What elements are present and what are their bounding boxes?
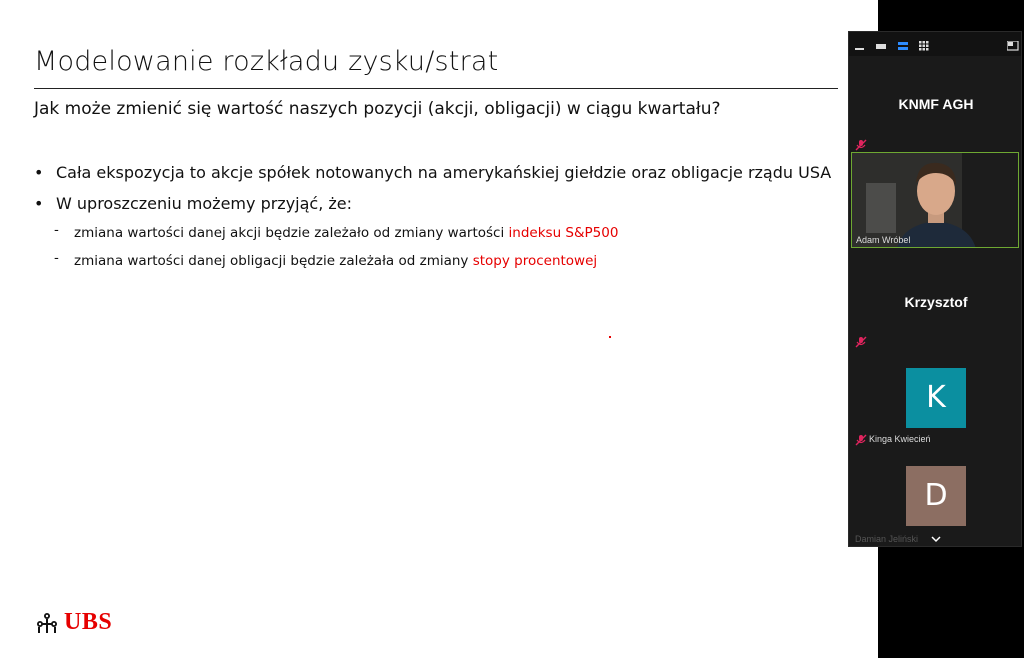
ubs-logo xyxy=(34,609,112,636)
slide-subtitle: Jak może zmienić się wartość naszych pozycji (akcji, obligacji) w ciągu kwartału? xyxy=(34,99,721,119)
bullet-list xyxy=(34,163,854,281)
title-divider xyxy=(34,88,838,89)
participant-tile[interactable] xyxy=(849,56,1022,150)
chevron-down-icon[interactable] xyxy=(931,530,941,547)
bullet-text: W uproszczeniu możemy przyjąć, że: xyxy=(56,194,353,213)
muted-mic-icon xyxy=(855,335,867,347)
participant-name: Adam Wróbel xyxy=(856,235,911,245)
muted-mic-icon xyxy=(855,138,867,150)
participant-avatar: K xyxy=(906,368,966,428)
sub-bullet-text: zmiana wartości danej akcji będzie zależało od zmiany wartości xyxy=(74,225,509,241)
bullet-dot: • xyxy=(34,194,44,213)
sub-bullet-dash: - xyxy=(54,250,59,266)
participant-tile[interactable] xyxy=(849,450,1022,547)
slide-title: Modelowanie rozkładu zysku/strat xyxy=(34,46,499,77)
exit-fullscreen-icon[interactable] xyxy=(1007,38,1017,48)
bullet-text: Cała ekspozycja to akcje spółek notowanych na amerykańskiej giełdzie oraz obligacje rządu USA xyxy=(56,163,832,182)
speaker-view-icon[interactable] xyxy=(876,38,886,48)
bullet-dot: • xyxy=(34,163,44,182)
ubs-keys-icon xyxy=(34,611,60,635)
sub-bullet-item xyxy=(34,222,854,241)
participant-name: KNMF AGH xyxy=(898,96,974,112)
sub-bullet-item xyxy=(34,250,854,269)
sub-bullet-dash: - xyxy=(54,222,59,238)
participant-video[interactable] xyxy=(851,152,1019,248)
sub-bullet-highlight: indeksu S&P500 xyxy=(508,225,619,241)
muted-mic-icon xyxy=(855,433,867,445)
panel-toolbar xyxy=(849,32,1021,56)
bullet-item xyxy=(34,163,854,182)
participant-name: Krzysztof xyxy=(904,294,968,310)
video-gallery-panel[interactable] xyxy=(848,31,1022,547)
strip-view-icon[interactable] xyxy=(898,38,908,48)
participant-name: Kinga Kwiecień xyxy=(869,434,931,444)
minimize-icon[interactable] xyxy=(855,38,865,48)
sub-bullet-text: zmiana wartości danej obligacji będzie zależała od zmiany xyxy=(74,253,473,269)
bullet-item xyxy=(34,194,854,213)
participant-tile[interactable] xyxy=(849,350,1022,448)
ubs-logo-text: UBS xyxy=(64,609,113,635)
participant-name: Damian Jeliński xyxy=(855,534,919,544)
sub-bullet-highlight: stopy procentowej xyxy=(472,253,598,269)
laser-pointer-dot xyxy=(609,336,611,338)
person-video-feed xyxy=(852,153,1019,248)
participant-avatar: D xyxy=(906,466,966,526)
gallery-view-icon[interactable] xyxy=(919,38,929,48)
participant-tile[interactable] xyxy=(849,250,1022,348)
